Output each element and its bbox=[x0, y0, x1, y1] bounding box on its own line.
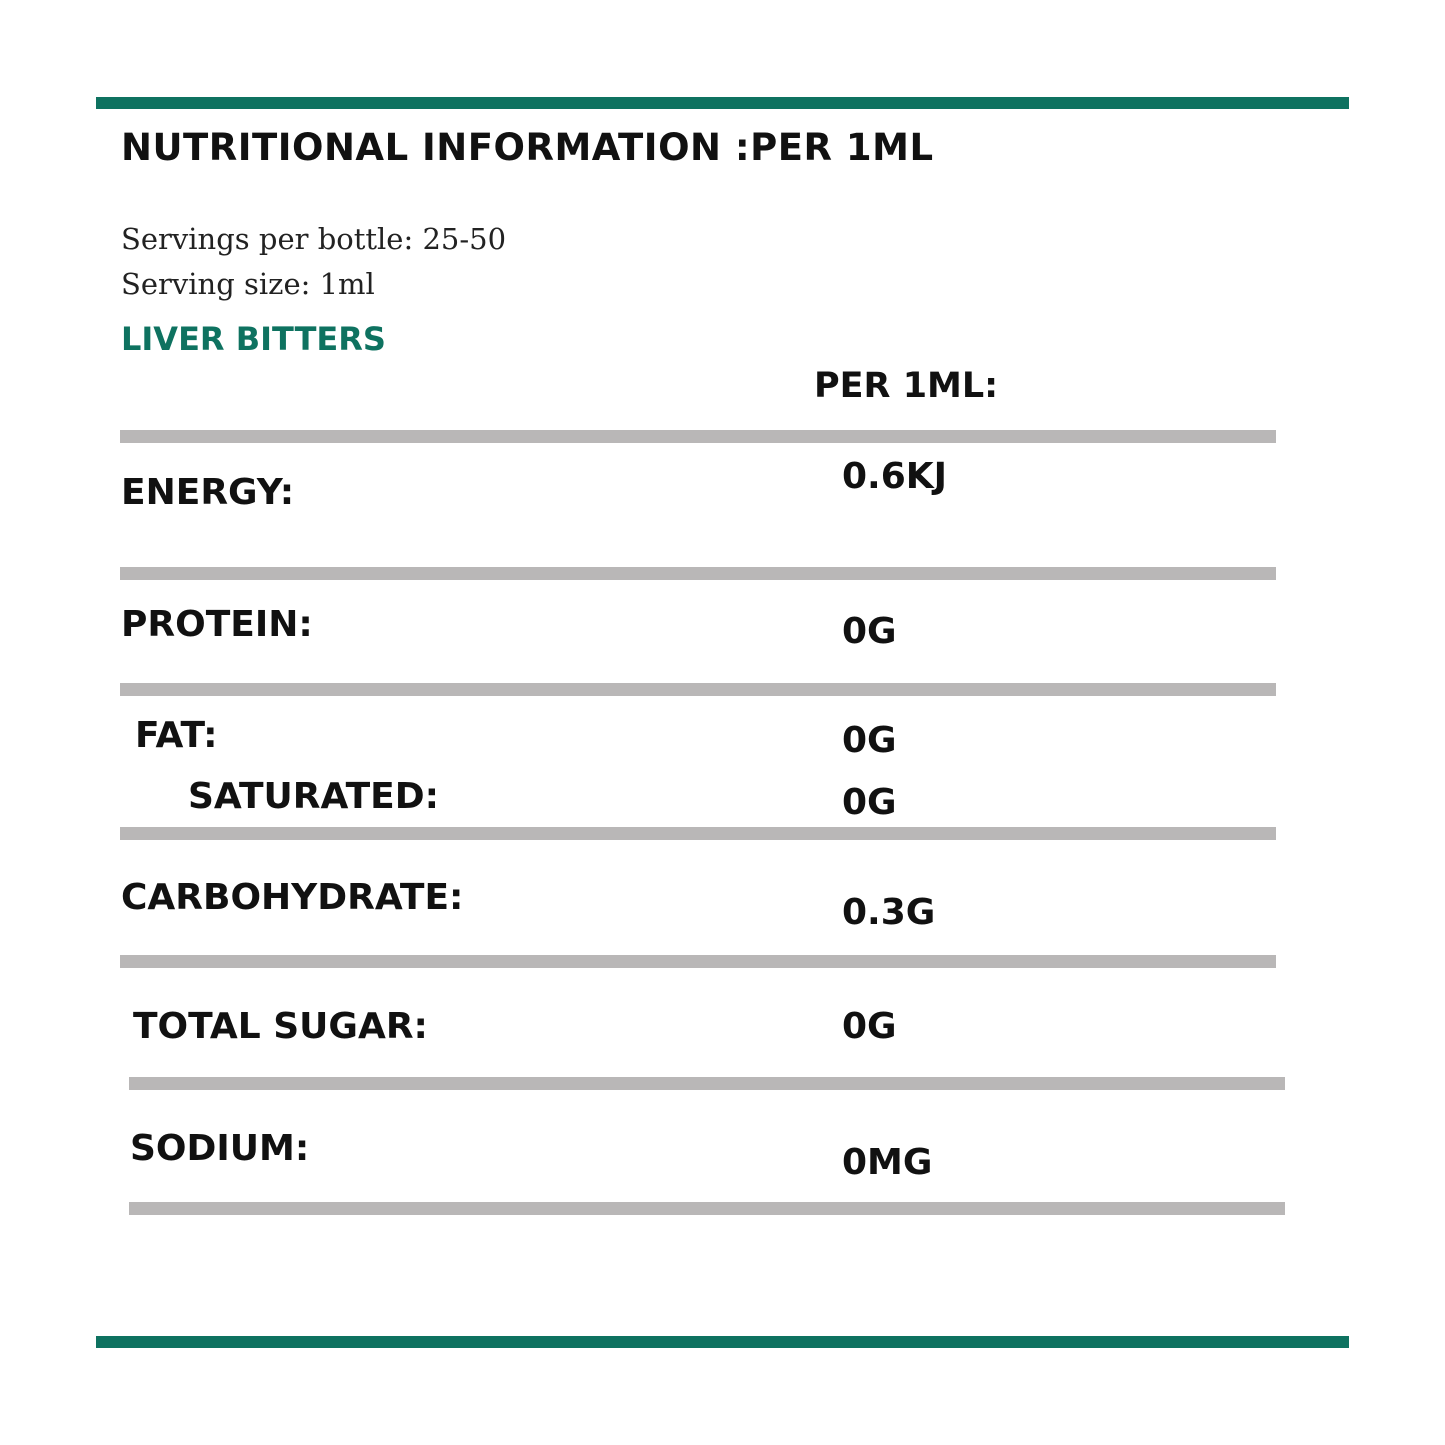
energy-value: 0.6KJ bbox=[842, 456, 948, 497]
carbohydrate-value: 0.3G bbox=[842, 892, 936, 933]
carbohydrate-label: CARBOHYDRATE: bbox=[121, 877, 464, 918]
row-divider bbox=[120, 567, 1276, 580]
fat-label: FAT: bbox=[135, 715, 218, 756]
row-divider bbox=[120, 430, 1276, 443]
protein-label: PROTEIN: bbox=[121, 604, 313, 645]
servings-per-bottle: Servings per bottle: 25-50 bbox=[121, 222, 507, 256]
column-header-per-1ml: PER 1ML: bbox=[814, 366, 999, 406]
row-divider bbox=[120, 955, 1276, 968]
sodium-value: 0MG bbox=[842, 1142, 933, 1183]
panel-title: NUTRITIONAL INFORMATION :PER 1ML bbox=[121, 126, 934, 169]
serving-size: Serving size: 1ml bbox=[121, 267, 375, 301]
protein-value: 0G bbox=[842, 611, 897, 652]
total-sugar-label: TOTAL SUGAR: bbox=[133, 1006, 428, 1047]
saturated-fat-value: 0G bbox=[842, 782, 897, 823]
bottom-accent-bar bbox=[96, 1336, 1349, 1348]
saturated-fat-label: SATURATED: bbox=[188, 776, 439, 817]
row-divider bbox=[129, 1202, 1285, 1215]
fat-value: 0G bbox=[842, 720, 897, 761]
row-divider bbox=[120, 827, 1276, 840]
product-name: LIVER BITTERS bbox=[121, 320, 386, 358]
row-divider bbox=[120, 683, 1276, 696]
row-divider bbox=[129, 1077, 1285, 1090]
total-sugar-value: 0G bbox=[842, 1006, 897, 1047]
sodium-label: SODIUM: bbox=[130, 1128, 310, 1169]
energy-label: ENERGY: bbox=[121, 472, 295, 513]
top-accent-bar bbox=[96, 97, 1349, 109]
